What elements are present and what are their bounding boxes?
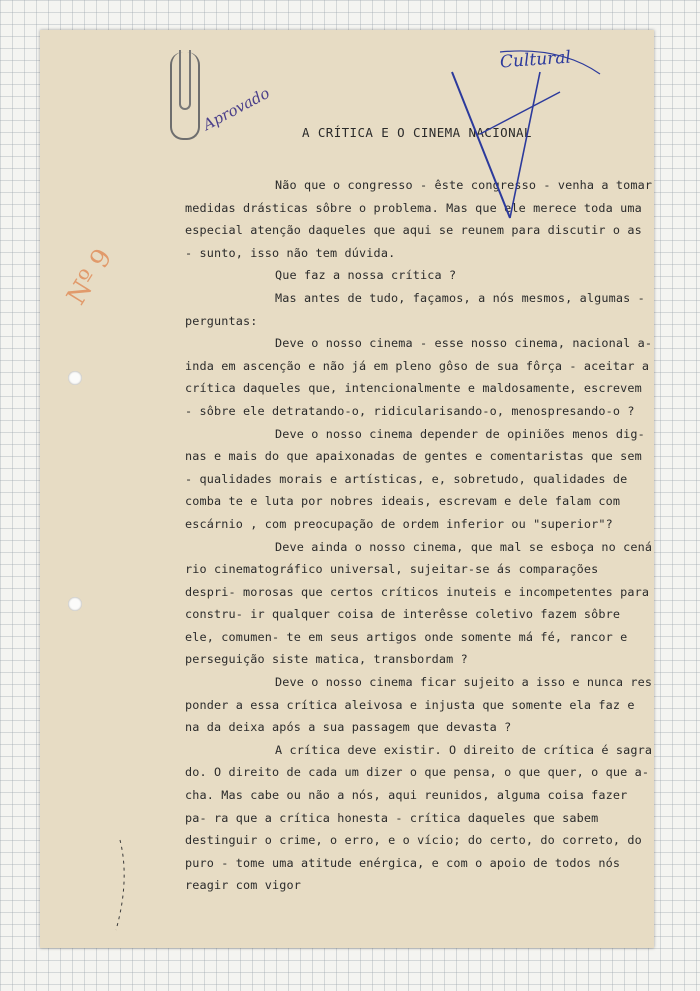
document-title: A CRÍTICA E O CINEMA NACIONAL [302,125,532,140]
cultural-annotation: Cultural [499,47,572,73]
paragraph: Não que o congresso - êste congresso - venha a tomar medidas drásticas sôbre o problema. Mas que ele merece toda uma especial atenção daqueles que aqui se reunem para discutir o as - sunto, isso não tem dúvida. [185,178,653,260]
paragraph: Mas antes de tudo, façamos, a nós mesmos, algumas - perguntas: [185,290,645,328]
paper-clip-icon [170,52,200,140]
document-page [40,30,654,948]
margin-scribble [116,840,124,930]
paragraph: Deve o nosso cinema - esse nosso cinema, nacional a- inda em ascenção e não já em pleno gôso de sua fôrça - aceitar a crítica daqueles que, intencionalmente e maldosamente, escrevem - sôbre ele detratando-o, ridicularisando-o, menospresando-o ? [185,336,653,418]
paragraph: Que faz a nossa crítica ? [275,268,457,283]
paragraph: A crítica deve existir. O direito de crítica é sagra do. O direito de cada um dizer o que pensa, o que quer, o que a- cha. Mas cabe ou não a nós, aqui reunidos, alguma coisa fazer pa- ra que a crítica honesta - crítica daqueles que sabem destinguir o crime, o erro, e o vício; do certo, do correto, do puro - tome uma atitude enérgica, e com o apoio de todos nós reagir com vigor [185,742,653,893]
paragraph: Deve o nosso cinema ficar sujeito a isso e nunca res ponder a essa crítica aleivosa e injusta que somente ela faz e na da deixa após a sua passagem que devasta ? [185,675,653,735]
approved-annotation: Aprovado [200,83,273,134]
punch-hole [68,597,82,611]
punch-hole [68,371,82,385]
paragraph: Deve o nosso cinema depender de opiniões menos dig- nas e mais do que apaixonadas de gentes e comentaristas que sem - qualidades morais e artísticas, e, sobretudo, qualidades de comba te e luta por nobres ideais, escrevam e dele falam com escárnio , com preocupação de ordem inferior ou "superior"? [185,426,645,531]
margin-number-annotation: Nº 9 [61,243,119,311]
paragraph: Deve ainda o nosso cinema, que mal se esboça no cená rio cinematográfico universal, sujeitar-se ás comparações despri- morosas que certos críticos inuteis e incompetentes para constru- ir qualquer coisa de interêsse coletivo fazem sôbre ele, comumen- te em seus artigos onde somente má fé, rancor e perseguição siste matica, transbordam ? [185,539,653,667]
document-body [185,174,655,897]
